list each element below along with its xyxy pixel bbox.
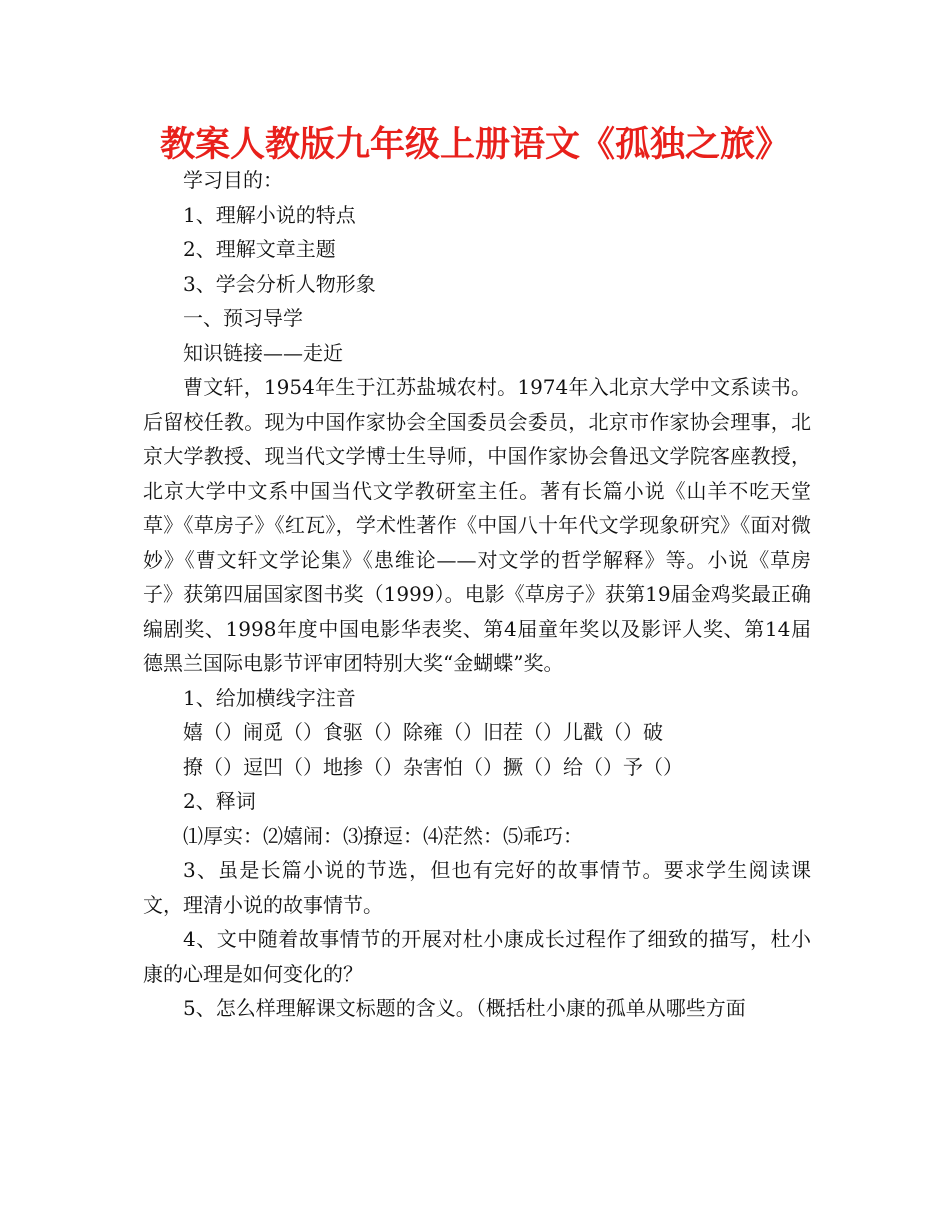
paragraph-goal-2: 2、理解文章主题 [183,237,336,261]
paragraph-task-3: 3、虽是长篇小说的节选，但也有完好的故事情节。要求学生阅读课文，理清小说的故事情节。 [143,858,811,917]
paragraph-author-bio: 曹文轩，1954年生于江苏盐城农村。1974年入北京大学中文系读书。后留校任教。现为中国作家协会全国委员会委员，北京市作家协会理事，北京大学教授、现当代文学博士生导师，中国作家协会鲁迅文学院客座教授，北京大学中文系中国当代文学教研室主任。著有长篇小说《山羊不吃天堂草》《草房子》《红瓦》，学术性著作《中国八十年代文学现象研究》《面对微妙》《曹文轩文学论集》《患维论——对文学的哲学解释》等。小说《草房子》获第四届国家图书奖（1999）。电影《草房子》获第19届金鸡奖最正确编剧奖、1998年度中国电影华表奖、第4届童年奖以及影评人奖、第14届德黑兰国际电影节评审团特别大奖“金蝴蝶”奖。 [143,375,811,675]
document-title: 教案人教版九年级上册语文《孤独之旅》 [159,125,790,165]
paragraph-task-1: 1、给加横线字注音 [183,685,356,710]
paragraph-task-4: 4、文中随着故事情节的开展对杜小康成长过程作了细致的描写，杜小康的心理是如何变化的？ [143,927,811,986]
paragraph-pinyin-line-1: 嬉（）闹觅（）食驱（）除雍（）旧茬（）儿戳（）破 [183,720,663,744]
paragraph-knowledge-link: 知识链接——走近 [183,340,343,365]
paragraph-goal-3: 3、学会分析人物形象 [183,271,376,296]
paragraph-pinyin-line-2: 撩（）逗凹（）地掺（）杂害怕（）撅（）给（）予（） [183,754,683,779]
paragraph-goal-1: 1、理解小说的特点 [183,202,356,227]
paragraph-vocab-list: ⑴厚实：⑵嬉闹：⑶撩逗：⑷茫然：⑸乖巧： [183,823,583,848]
paragraph-section-preview: 一、预习导学 [183,306,303,330]
paragraph-task-5: 5、怎么样理解课文标题的含义。（概括杜小康的孤单从哪些方面 [183,996,746,1020]
document-body [143,163,811,1026]
paragraph-learning-goals: 学习目的： [183,168,283,192]
paragraph-task-2: 2、释词 [183,789,256,813]
